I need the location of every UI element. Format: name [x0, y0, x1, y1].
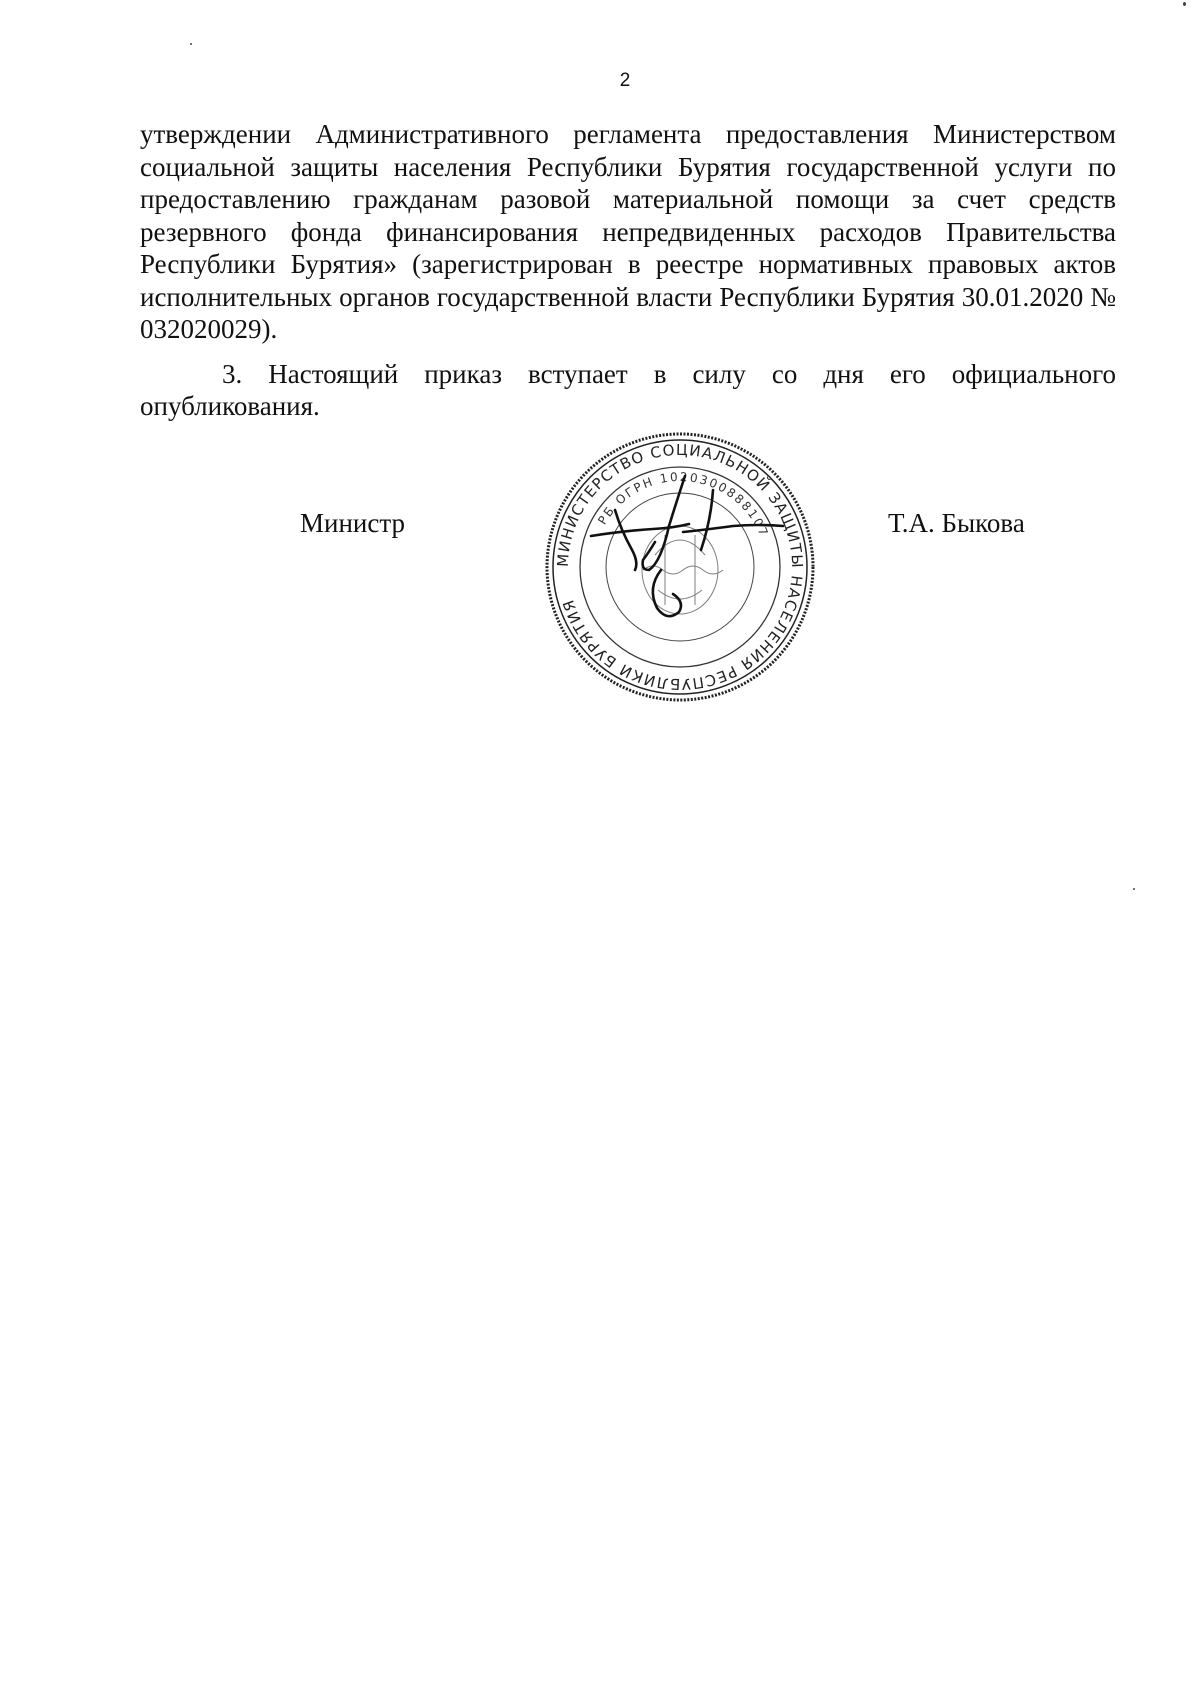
scan-speck: [1183, 2, 1186, 6]
signatory-name: Т.А. Быкова: [888, 508, 1025, 538]
seal-inner-text: РБ ОГРН 1020300888107: [595, 469, 772, 540]
official-seal: [543, 430, 817, 704]
document-body: [140, 118, 1116, 423]
clause-3: 3. Настоящий приказ вступает в силу со дня его официального опубликования.: [140, 358, 1116, 421]
scan-speck: [190, 43, 192, 45]
scan-speck: [1133, 888, 1135, 890]
seal-outer-text: МИНИСТЕРСТВО СОЦИАЛЬНОЙ ЗАЩИТЫ НАСЕЛЕНИЯ РЕСПУБЛИКИ БУРЯТИЯ: [553, 440, 807, 694]
page-number: 2: [619, 70, 631, 91]
signatory-title: Министр: [300, 508, 405, 538]
paragraph-continuation: утверждении Административного регламента предоставления Министерством социальной защиты населения Республики Бурятия государственной услуги по предоставлению гражданам разовой материальной помощи за счет средств резервного фонда финансирования непредвиденных расходов Правительства Республики Бурятия» (зарегистрирован в реестре нормативных правовых актов исполнительных органов государственной власти Республики Бурятия 30.01.2020 № 032020029).: [140, 119, 1116, 344]
seal-graphic: [543, 430, 817, 704]
